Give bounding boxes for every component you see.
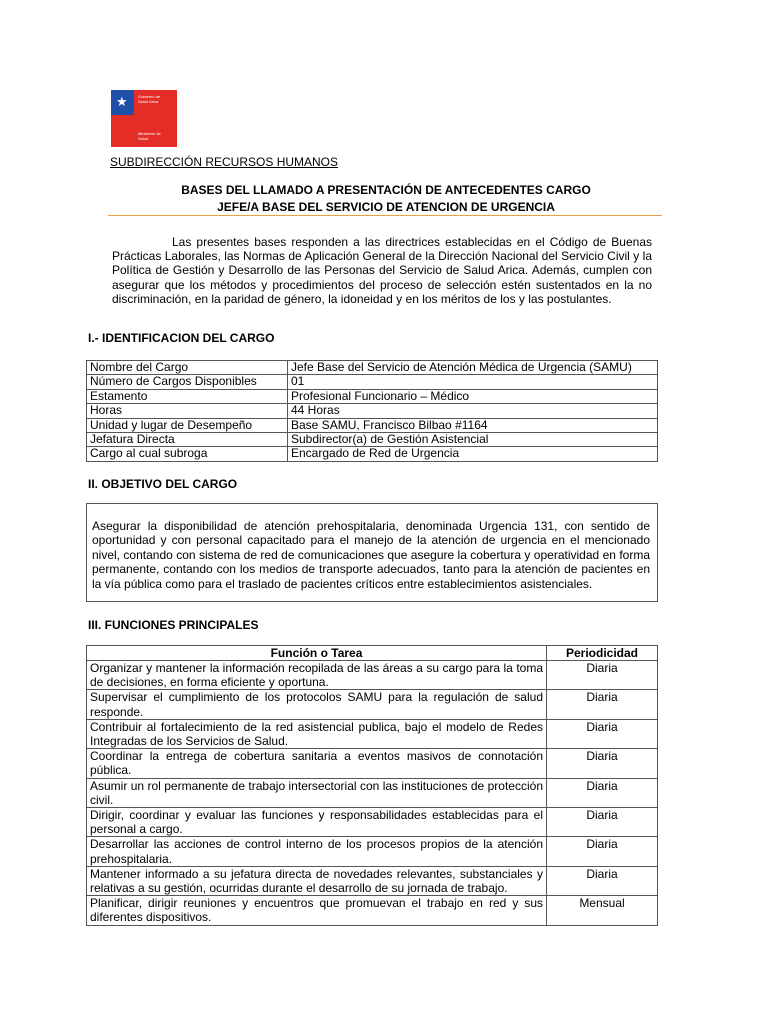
- field-label: Horas: [87, 404, 288, 418]
- table-row: [87, 375, 658, 389]
- task-cell: Dirigir, coordinar y evaluar las funciones y responsabilidades establecidas para el personal a cargo.: [87, 808, 547, 837]
- task-cell: Desarrollar las acciones de control interno de los procesos propios de la atención prehospitalaria.: [87, 837, 547, 866]
- table-row: [87, 896, 658, 925]
- identificacion-table: [86, 360, 658, 462]
- section-identificacion-heading: I.- IDENTIFICACION DEL CARGO: [88, 331, 275, 345]
- objetivo-text: Asegurar la disponibilidad de atención prehospitalaria, denominada Urgencia 131, con sentido de oportunidad y con personal capacitado para el manejo de la atención de urgencia en el mencionado nivel, contando con sistema de red de comunicaciones que asegure la cobertura y operatividad en forma permanente, contando con los medios de transporte adecuados, tanto para la atención de pacientes en la vía pública como para el traslado de pacientes críticos entre establecimientos asistenciales.: [92, 519, 650, 591]
- document-title-line1: BASES DEL LLAMADO A PRESENTACIÓN DE ANTECEDENTES CARGO: [181, 183, 591, 197]
- section-objetivo-heading: II. OBJETIVO DEL CARGO: [88, 477, 238, 491]
- task-cell: Asumir un rol permanente de trabajo intersectorial con las instituciones de protección civil.: [87, 778, 547, 807]
- task-cell: Supervisar el cumplimiento de los protocolos SAMU para la regulación de salud responde.: [87, 690, 547, 719]
- star-icon: ★: [116, 94, 128, 109]
- field-value: Jefe Base del Servicio de Atención Médica de Urgencia (SAMU): [288, 361, 658, 375]
- col-task-header: Función o Tarea: [87, 646, 547, 661]
- field-value: Encargado de Red de Urgencia: [288, 447, 658, 461]
- field-label: Estamento: [87, 389, 288, 403]
- period-cell: Diaria: [547, 749, 658, 778]
- field-value: Base SAMU, Francisco Bilbao #1164: [288, 418, 658, 432]
- ministry-logo: [111, 90, 177, 147]
- field-label: Número de Cargos Disponibles: [87, 375, 288, 389]
- logo-text-top: Gobierno de Salud Arica: [138, 94, 161, 104]
- table-row: [87, 749, 658, 778]
- table-row: [87, 404, 658, 418]
- objetivo-box: [86, 503, 658, 602]
- field-label: Jefatura Directa: [87, 433, 288, 447]
- field-value: Subdirector(a) de Gestión Asistencial: [288, 433, 658, 447]
- logo-text-bottom: Ministerio de Salud: [138, 131, 161, 141]
- task-cell: Planificar, dirigir reuniones y encuentros que promuevan el trabajo en red y sus diferentes dispositivos.: [87, 896, 547, 925]
- table-row: [87, 808, 658, 837]
- task-cell: Contribuir al fortalecimiento de la red asistencial publica, bajo el modelo de Redes Integradas de los Servicios de Salud.: [87, 719, 547, 748]
- task-cell: Coordinar la entrega de cobertura sanitaria a eventos masivos de connotación pública.: [87, 749, 547, 778]
- field-value: 01: [288, 375, 658, 389]
- table-row: [87, 661, 658, 690]
- table-row: [87, 389, 658, 403]
- period-cell: Diaria: [547, 719, 658, 748]
- intro-paragraph: Las presentes bases responden a las directrices establecidas en el Código de Buenas Prácticas Laborales, las Normas de Aplicación General de la Dirección Nacional del Servicio Civil y la Política de Gestión y Desarrollo de las Personas del Servicio de Salud Arica. Además, cumplen con asegurar que los métodos y procedimientos del proceso de selección estén sustentados en la no discriminación, en la paridad de género, la idoneidad y en los méritos de los y las postulantes.: [112, 235, 652, 306]
- field-label: Unidad y lugar de Desempeño: [87, 418, 288, 432]
- table-row: [87, 361, 658, 375]
- table-row: [87, 690, 658, 719]
- funciones-table: [86, 645, 658, 926]
- table-row: [87, 778, 658, 807]
- section-funciones-heading: III. FUNCIONES PRINCIPALES: [88, 618, 259, 632]
- table-row: [87, 719, 658, 748]
- period-cell: Diaria: [547, 866, 658, 895]
- table-row: [87, 433, 658, 447]
- period-cell: Diaria: [547, 778, 658, 807]
- funciones-header-row: [87, 646, 658, 661]
- period-cell: Mensual: [547, 896, 658, 925]
- task-cell: Organizar y mantener la información recopilada de las áreas a su cargo para la toma de decisiones, en forma eficiente y oportuna.: [87, 661, 547, 690]
- title-divider: [108, 215, 662, 216]
- period-cell: Diaria: [547, 661, 658, 690]
- period-cell: Diaria: [547, 808, 658, 837]
- table-row: [87, 418, 658, 432]
- field-label: Cargo al cual subroga: [87, 447, 288, 461]
- col-period-header: Periodicidad: [547, 646, 658, 661]
- period-cell: Diaria: [547, 837, 658, 866]
- field-value: Profesional Funcionario – Médico: [288, 389, 658, 403]
- field-value: 44 Horas: [288, 404, 658, 418]
- field-label: Nombre del Cargo: [87, 361, 288, 375]
- document-title-line2: JEFE/A BASE DEL SERVICIO DE ATENCION DE URGENCIA: [217, 200, 555, 214]
- period-cell: Diaria: [547, 690, 658, 719]
- table-row: [87, 837, 658, 866]
- table-row: [87, 447, 658, 461]
- task-cell: Mantener informado a su jefatura directa de novedades relevantes, substanciales y relativas a su gestión, ocurridas durante el desarrollo de su jornada de trabajo.: [87, 866, 547, 895]
- department-heading: SUBDIRECCIÓN RECURSOS HUMANOS: [110, 155, 339, 169]
- table-row: [87, 866, 658, 895]
